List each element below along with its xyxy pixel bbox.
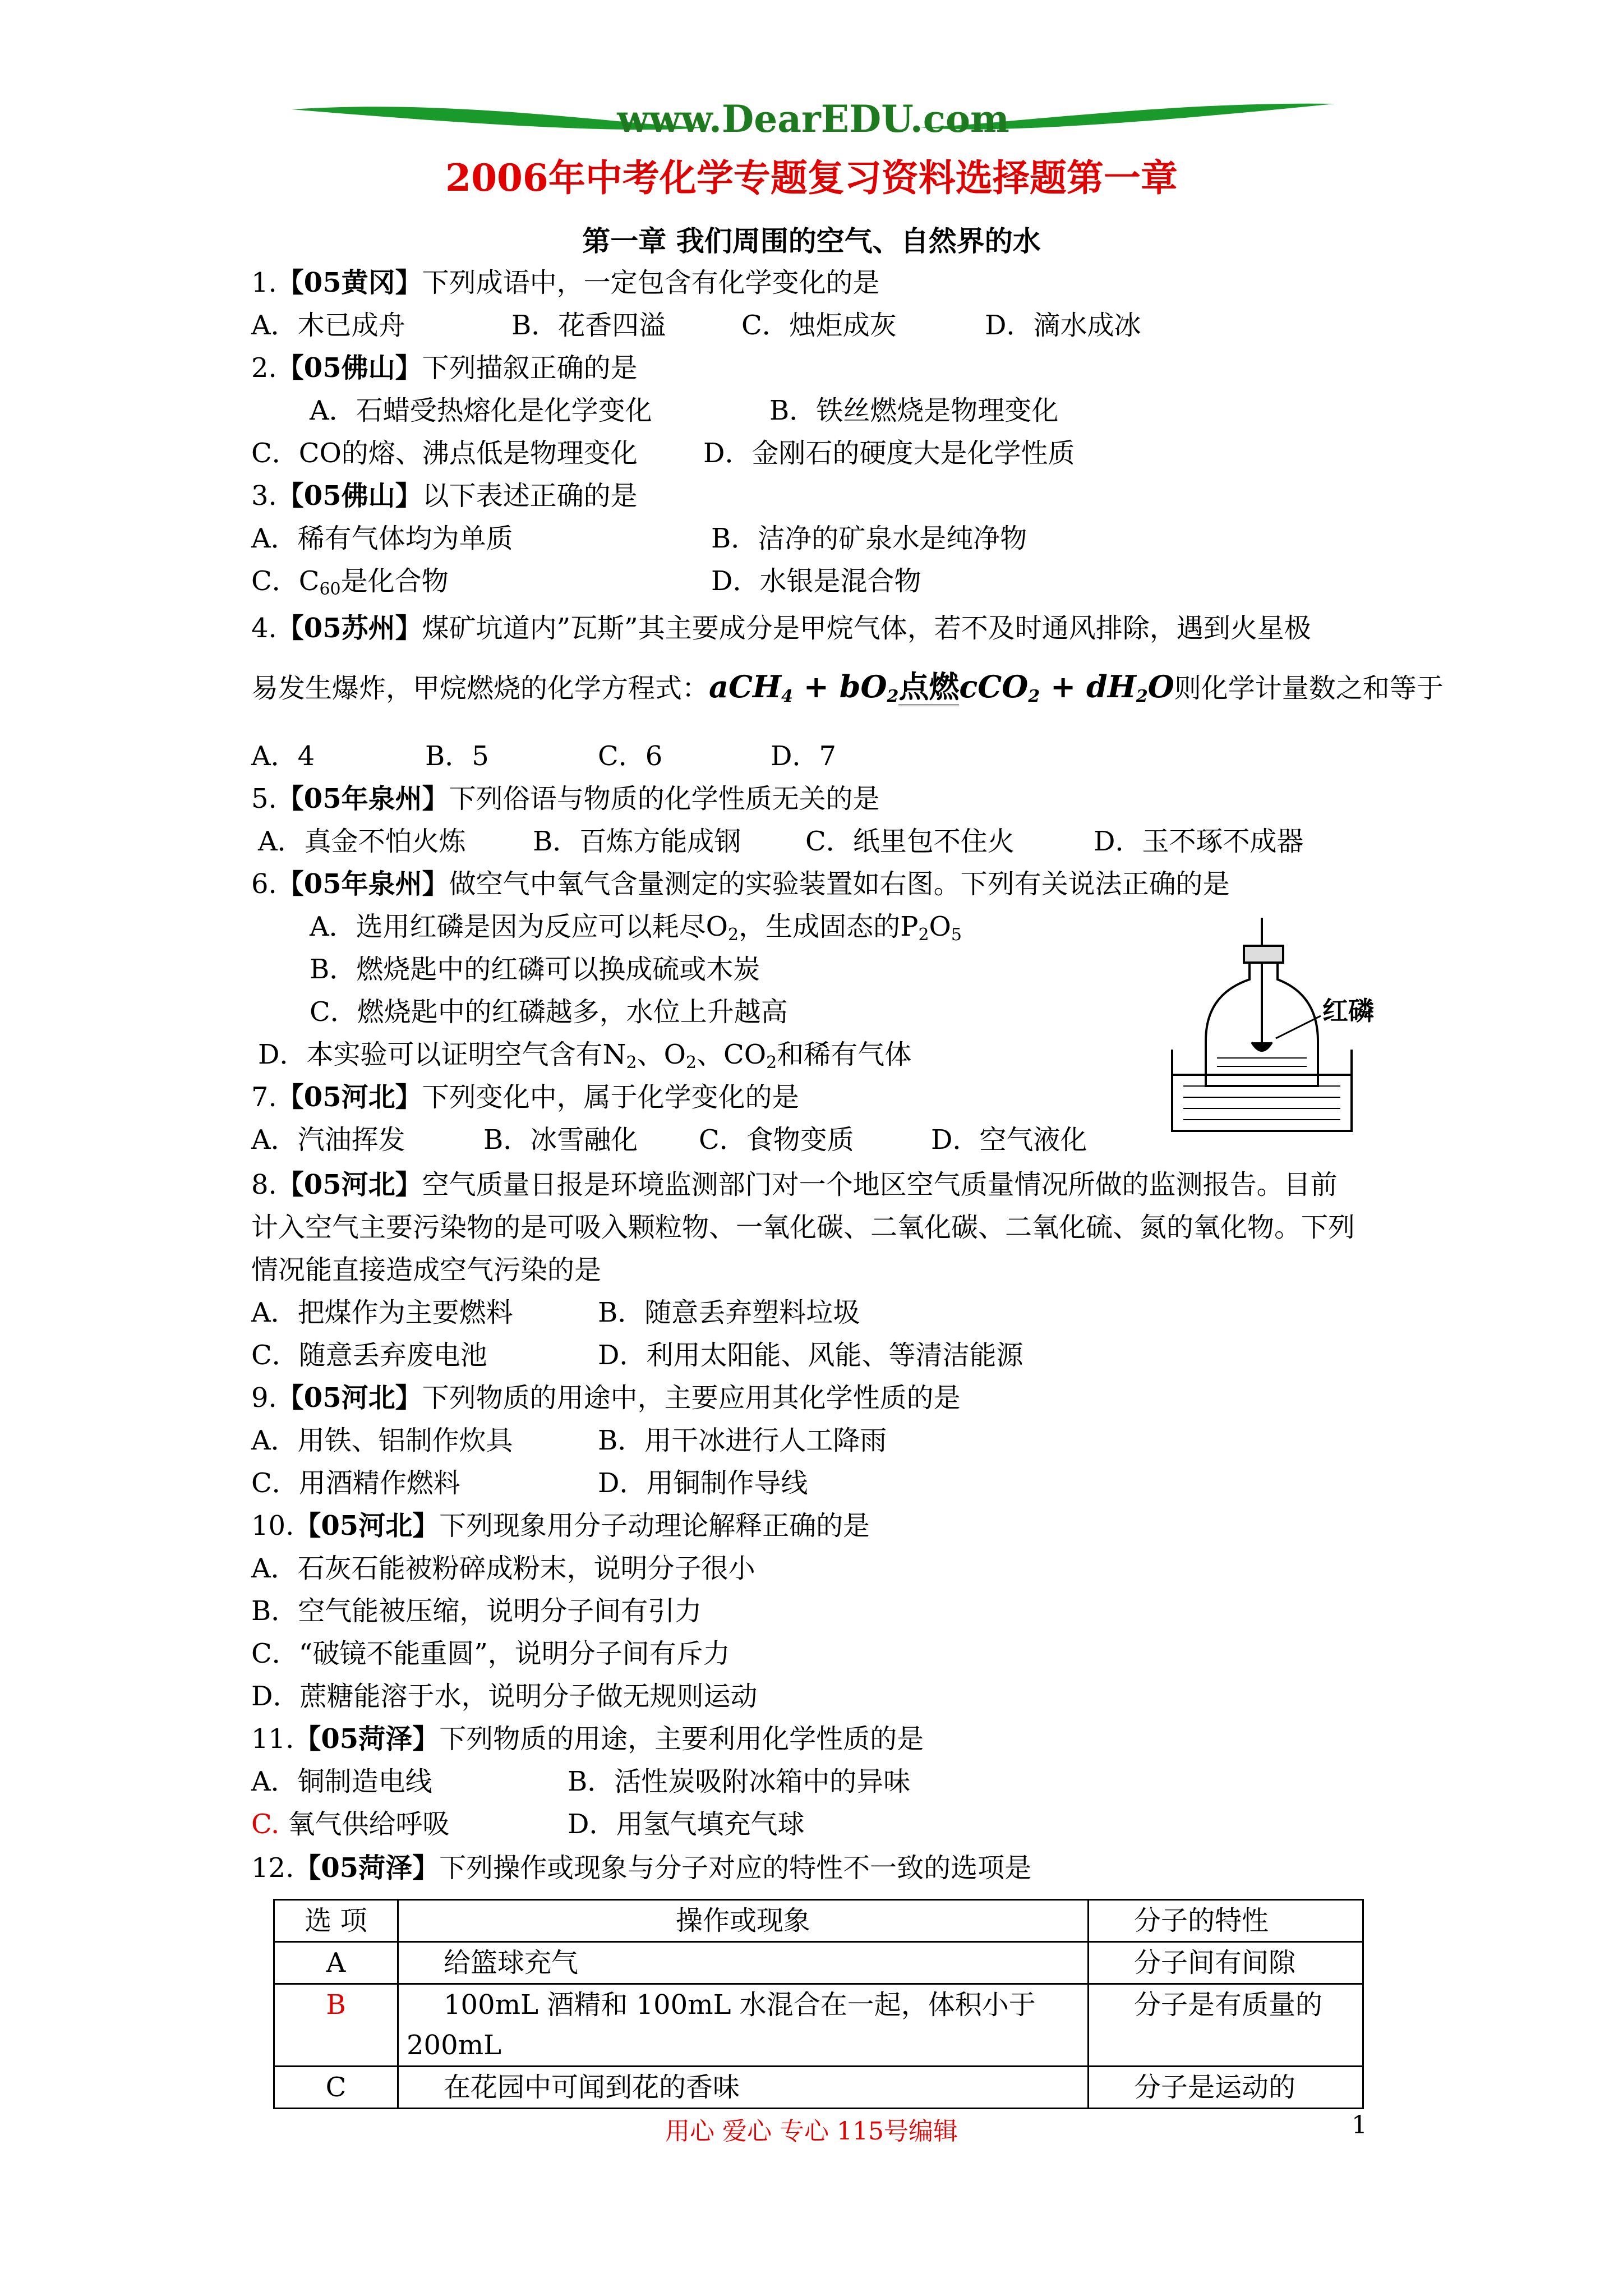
question-11-option-d: D．用氢气填充气球 [568, 1809, 805, 1840]
question-6-stem: 6.【05年泉州】做空气中氧气含量测定的实验装置如右图。下列有关说法正确的是 [251, 868, 1230, 900]
table-cell-option: A [274, 1942, 398, 1984]
page-number: 1 [1352, 2111, 1367, 2139]
question-1-option-d: D．滴水成冰 [985, 310, 1141, 341]
question-8-stem-line1: 8.【05河北】空气质量日报是环境监测部门对一个地区空气质量情况所做的监测报告。目前 [251, 1169, 1338, 1200]
question-2-stem: 2.【05佛山】下列描叙正确的是 [251, 352, 638, 384]
question-2-option-d: D．金刚石的硬度大是化学性质 [703, 438, 1075, 469]
table-cell-phenomenon: 100mL 酒精和 100mL 水混合在一起，体积小于 200mL [398, 1984, 1089, 2067]
question-11-option-b: B．活性炭吸附冰箱中的异味 [568, 1766, 911, 1797]
question-3-option-b: B．洁净的矿泉水是纯净物 [711, 523, 1027, 554]
table-header-option: 选 项 [274, 1900, 398, 1942]
question-11-option-c: C. 氧气供给呼吸 [251, 1809, 450, 1840]
question-6-option-a: A．选用红磷是因为反应可以耗尽$O_2$，生成固态的$P_2O_5$ [310, 911, 962, 945]
table-header-property: 分子的特性 [1089, 1900, 1363, 1942]
question-7-option-c: C．食物变质 [699, 1124, 854, 1156]
table-cell-option: C [274, 2067, 398, 2109]
question-8-option-b: B．随意丢弃塑料垃圾 [598, 1297, 860, 1328]
question-2-option-a: A．石蜡受热熔化是化学变化 [310, 395, 652, 426]
question-3-option-a: A．稀有气体均为单质 [251, 523, 513, 554]
question-12-stem: 12.【05菏泽】下列操作或现象与分子对应的特性不一致的选项是 [251, 1852, 1032, 1884]
table-cell-property: 分子是有质量的 [1089, 1984, 1363, 2067]
question-8-option-d: D．利用太阳能、风能、等清洁能源 [598, 1340, 1023, 1371]
question-3-option-d: D．水银是混合物 [711, 565, 921, 597]
question-6-option-d: D．本实验可以证明空气含有$N_2$、$O_2$、$CO_2$和稀有气体 [258, 1039, 912, 1073]
question-5-option-b: B．百炼方能成钢 [533, 826, 741, 857]
question-3-option-c: C．$C_{60}$是化合物 [251, 565, 449, 599]
question-5-option-a: A．真金不怕火炼 [258, 826, 466, 857]
question-7-option-b: B．冰雪融化 [483, 1124, 638, 1156]
question-8-stem-line2: 计入空气主要污染物的是可吸入颗粒物、一氧化碳、二氧化碳、二氧化硫、氮的氧化物。下列 [251, 1212, 1355, 1243]
question-5-stem: 5.【05年泉州】下列俗语与物质的化学性质无关的是 [251, 783, 880, 815]
question-1-stem: 1.【05黄冈】下列成语中，一定包含有化学变化的是 [251, 267, 880, 298]
question-9-option-c: C．用酒精作燃料 [251, 1467, 460, 1499]
page-title: 2006年中考化学专题复习资料选择题第一章 [445, 156, 1178, 200]
oxygen-measurement-apparatus-figure [1166, 918, 1402, 1137]
stopper-icon [1244, 946, 1283, 963]
question-4-stem-line2: 易发生爆炸，甲烷燃烧的化学方程式：$aCH_4 + bO_2$点燃$cCO_2 + dH_2O$则化学计量数之和等于 [251, 669, 1444, 706]
question-10-stem: 10.【05河北】下列现象用分子动理论解释正确的是 [251, 1510, 870, 1542]
chapter-heading: 第一章 我们周围的空气、自然界的水 [582, 224, 1041, 257]
water-trough-icon [1172, 1050, 1352, 1131]
question-4-option-b: B．5 [425, 740, 489, 772]
question-7-option-d: D．空气液化 [931, 1124, 1087, 1156]
question-9-stem: 9.【05河北】下列物质的用途中，主要应用其化学性质的是 [251, 1382, 961, 1414]
table-header-phenomenon: 操作或现象 [398, 1900, 1089, 1942]
question-4-option-a: A．4 [251, 740, 315, 772]
methane-combustion-equation: $aCH_4 + bO_2$点燃$cCO_2 + dH_2O$ [709, 669, 1174, 706]
question-11-stem: 11.【05菏泽】下列物质的用途，主要利用化学性质的是 [251, 1723, 924, 1755]
molecule-properties-table [273, 1899, 1364, 2109]
question-5-option-d: D．玉不琢不成器 [1094, 826, 1304, 857]
question-11-option-a: A．铜制造电线 [251, 1766, 432, 1797]
question-4-stem-line1: 4.【05苏州】煤矿坑道内”瓦斯”其主要成分是甲烷气体，若不及时通风排除，遇到火星极 [251, 613, 1311, 644]
question-7-stem: 7.【05河北】下列变化中，属于化学变化的是 [251, 1082, 799, 1113]
logo-text: www.DearEDU.com [617, 97, 1009, 141]
question-9-option-b: B．用干冰进行人工降雨 [598, 1425, 887, 1456]
question-8-option-c: C．随意丢弃废电池 [251, 1340, 487, 1371]
question-2-option-b: B．铁丝燃烧是物理变化 [769, 395, 1059, 426]
red-phosphorus-label: 红磷 [1322, 996, 1374, 1026]
table-cell-phenomenon: 给篮球充气 [398, 1942, 1089, 1984]
table-cell-phenomenon: 在花园中可闻到花的香味 [398, 2067, 1089, 2109]
question-3-stem: 3.【05佛山】以下表述正确的是 [251, 480, 638, 512]
logo-banner [292, 93, 1335, 149]
question-10-option-a: A．石灰石能被粉碎成粉末，说明分子很小 [251, 1553, 755, 1584]
table-cell-property: 分子是运动的 [1089, 2067, 1363, 2109]
question-9-option-d: D．用铜制作导线 [598, 1467, 808, 1499]
question-5-option-c: C．纸里包不住火 [805, 826, 1015, 857]
question-10-option-c: C．“破镜不能重圆”，说明分子间有斥力 [251, 1638, 730, 1669]
question-6-option-b: B．燃烧匙中的红磷可以换成硫或木炭 [310, 954, 760, 985]
question-1-option-c: C．烛炬成灰 [741, 310, 897, 341]
table-row [274, 1942, 1363, 1984]
question-2-option-c: C．CO的熔、沸点低是物理变化 [251, 438, 638, 469]
table-row [274, 1984, 1363, 2067]
question-4-option-d: D．7 [771, 740, 837, 772]
question-1-option-b: B．花香四溢 [511, 310, 666, 341]
question-4-option-c: C．6 [598, 740, 663, 772]
table-cell-property: 分子间有间隙 [1089, 1942, 1363, 1984]
question-10-option-b: B．空气能被压缩，说明分子间有引力 [251, 1595, 702, 1627]
question-10-option-d: D．蔗糖能溶于水，说明分子做无规则运动 [251, 1681, 758, 1712]
table-row [274, 2067, 1363, 2109]
question-8-stem-line3: 情况能直接造成空气污染的是 [251, 1254, 602, 1286]
question-7-option-a: A．汽油挥发 [251, 1124, 405, 1156]
question-6-option-c: C．燃烧匙中的红磷越多，水位上升越高 [310, 996, 788, 1028]
question-9-option-a: A．用铁、铝制作炊具 [251, 1425, 513, 1456]
footer-text: 用心 爱心 专心 115号编辑 [665, 2117, 958, 2146]
question-8-option-a: A．把煤作为主要燃料 [251, 1297, 513, 1328]
table-cell-option: B [274, 1984, 398, 2067]
table-header-row [274, 1900, 1363, 1942]
question-1-option-a: A．木已成舟 [251, 310, 405, 341]
